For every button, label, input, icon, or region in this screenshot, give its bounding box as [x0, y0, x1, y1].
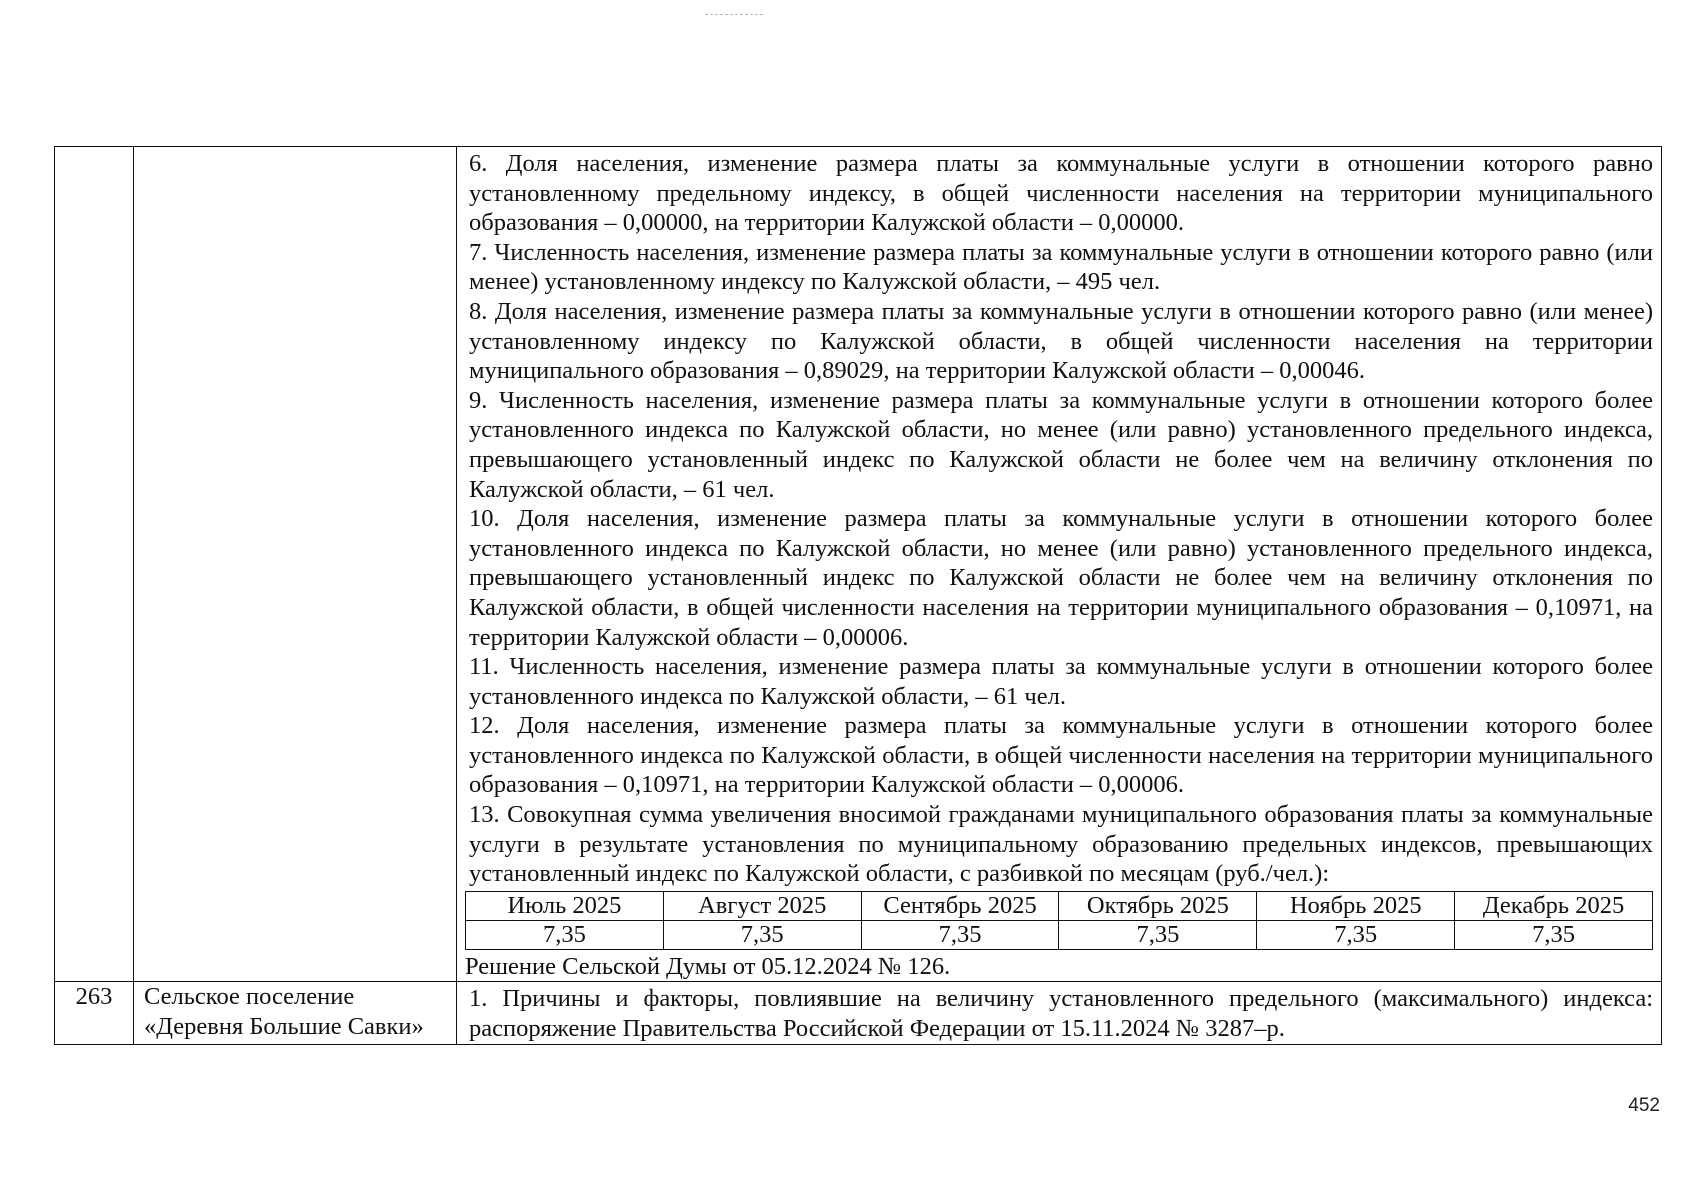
month-value: 7,35 [466, 920, 664, 949]
municipality-table [54, 146, 1662, 1045]
row-263-item-1: 1. Причины и факторы, повлиявшие на величину установленного предельного (максимального) индекса: распоряжение Правительства Российской Федерации от 15.11.2024 № 3287–р. [469, 985, 1653, 1043]
item-7: 7. Численность населения, изменение размера платы за коммунальные услуги в отношении которого равно (или менее) установленному индексу по Калужской области, – 495 чел. [469, 238, 1653, 296]
name-cell-empty [134, 147, 457, 982]
scan-artifact [705, 14, 763, 15]
monthly-amounts-table [465, 891, 1653, 950]
month-value: 7,35 [1059, 920, 1257, 949]
municipality-name [134, 982, 457, 1044]
month-value: 7,35 [663, 920, 861, 949]
row-263-content [457, 982, 1662, 1044]
month-header: Октябрь 2025 [1059, 891, 1257, 920]
item-10: 10. Доля населения, изменение размера платы за коммунальные услуги в отношении которого более установленного индекса по Калужской области, но менее (или равно) установленного предельного индекса, превышающего установленный индекс по Калужской области не более чем на величину отклонения по Калужской области, в общей численности населения на территории муниципального образования – 0,10971, на территории Калужской области – 0,00006. [469, 505, 1653, 651]
item-13: 13. Совокупная сумма увеличения вносимой гражданами муниципального образования платы за коммунальные услуги в результате установления по муниципальному образованию предельных индексов, превышающих установленный индекс по Калужской области, с разбивкой по месяцам (руб./чел.): [469, 801, 1653, 888]
table-row-continuation [55, 147, 1662, 982]
months-header-row [466, 891, 1653, 920]
number-cell-empty [55, 147, 134, 982]
months-values-row [466, 920, 1653, 949]
page-number: 452 [1628, 1095, 1660, 1116]
month-header: Август 2025 [663, 891, 861, 920]
item-9: 9. Численность населения, изменение размера платы за коммунальные услуги в отношении которого более установленного индекса по Калужской области, но менее (или равно) установленного предельного индекса, превышающего установленный индекс по Калужской области не более чем на величину отклонения по Калужской области, – 61 чел. [469, 386, 1653, 503]
month-value: 7,35 [1455, 920, 1653, 949]
row-number: 263 [55, 982, 134, 1044]
item-6: 6. Доля населения, изменение размера платы за коммунальные услуги в отношении которого равно установленному предельному индексу, в общей численности населения на территории муниципального образования – 0,00000, на территории Калужской области – 0,00000. [469, 150, 1653, 237]
month-value: 7,35 [1257, 920, 1455, 949]
month-header: Ноябрь 2025 [1257, 891, 1455, 920]
month-header: Сентябрь 2025 [861, 891, 1059, 920]
municipality-name-line2: «Деревня Большие Савки» [144, 1013, 424, 1041]
month-header: Июль 2025 [466, 891, 664, 920]
month-value: 7,35 [861, 920, 1059, 949]
content-cell [457, 147, 1662, 982]
item-11: 11. Численность населения, изменение размера платы за коммунальные услуги в отношении которого более установленного индекса по Калужской области, – 61 чел. [469, 653, 1653, 710]
month-header: Декабрь 2025 [1455, 891, 1653, 920]
table-row-263 [55, 982, 1662, 1044]
item-12: 12. Доля населения, изменение размера платы за коммунальные услуги в отношении которого более установленного индекса по Калужской области, в общей численности населения на территории муниципального образования – 0,10971, на территории Калужской области – 0,00006. [469, 712, 1653, 799]
item-8: 8. Доля населения, изменение размера платы за коммунальные услуги в отношении которого равно (или менее) установленному индексу по Калужской области, в общей численности населения на территории муниципального образования – 0,89029, на территории Калужской области – 0,00046. [469, 297, 1653, 385]
municipality-name-line1: Сельское поселение [144, 983, 355, 1011]
decision-reference: Решение Сельской Думы от 05.12.2024 № 126. [465, 952, 951, 980]
